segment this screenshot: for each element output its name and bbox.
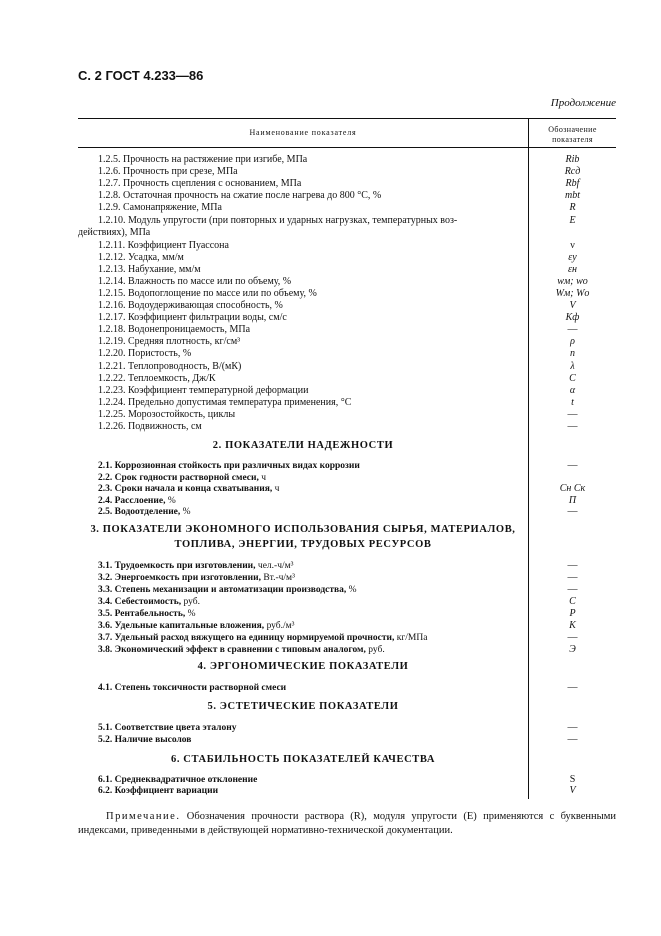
table-row xyxy=(78,483,616,495)
indicator-name xyxy=(98,785,524,797)
indicator-unit: руб./м³ xyxy=(264,621,295,631)
indicator-label: 5.1. Соответствие цвета эталону xyxy=(98,723,237,733)
indicator-label: 1.2.23. Коэффициент температурной деформации xyxy=(98,384,309,396)
table-row xyxy=(78,409,616,421)
indicator-code: Э xyxy=(569,644,576,655)
indicator-unit: % xyxy=(180,507,191,517)
indicator-label: 1.2.20. Пористость, % xyxy=(98,348,192,360)
table-row xyxy=(78,682,616,694)
indicator-unit: ч xyxy=(258,472,267,483)
table-row xyxy=(78,495,616,507)
indicator-name xyxy=(98,495,524,507)
indicator-name xyxy=(98,584,524,596)
table-row xyxy=(78,385,616,397)
indicator-label: 1.2.9. Самонапряжение, МПа xyxy=(98,202,222,214)
indicator-code: — xyxy=(567,584,578,595)
indicator-code: εу xyxy=(568,251,577,263)
table-row xyxy=(78,178,616,190)
table-row xyxy=(78,288,616,300)
section-title-aesthetics: 5. ЭСТЕТИЧЕСКИЕ ПОКАЗАТЕЛИ xyxy=(207,701,399,712)
indicator-label: 1.2.13. Набухание, мм/м xyxy=(98,263,201,275)
indicator-name xyxy=(98,361,524,373)
indicator-code: α xyxy=(569,384,576,396)
table-row xyxy=(78,276,616,288)
indicator-name xyxy=(98,202,524,214)
indicator-name xyxy=(98,288,524,300)
column-header-code-line1: Обозначение xyxy=(548,125,597,134)
table-row xyxy=(78,166,616,178)
indicator-unit: чел.-ч/м³ xyxy=(255,561,294,571)
indicator-code: Кф xyxy=(565,312,580,324)
indicator-name xyxy=(98,324,524,336)
header-divider xyxy=(78,147,616,148)
table-row xyxy=(78,785,616,797)
indicator-name xyxy=(98,483,524,495)
table-row xyxy=(78,734,616,746)
indicator-label: 2.1. Коррозионная стойкость при различных видах коррозии xyxy=(98,461,360,471)
table-row xyxy=(78,596,616,608)
indicator-label: 1.2.21. Теплопроводность, В/(мК) xyxy=(98,360,242,372)
indicator-name xyxy=(98,166,524,178)
indicator-name xyxy=(98,734,524,746)
indicator-code: R xyxy=(569,202,576,214)
indicator-label: 1.2.7. Прочность сцепления с основанием, МПа xyxy=(98,178,302,190)
indicator-code: — xyxy=(567,572,578,583)
indicator-code: εн xyxy=(568,263,577,275)
indicator-label: 1.2.18. Водонепроницаемость, МПа xyxy=(98,324,251,336)
column-header-code-line2: показателя xyxy=(552,135,593,144)
section-title-economy-line1: 3. ПОКАЗАТЕЛИ ЭКОНОМНОГО ИСПОЛЬЗОВАНИЯ СЫРЬЯ, МАТЕРИАЛОВ, xyxy=(90,524,516,535)
indicator-name xyxy=(98,190,524,202)
indicator-name xyxy=(98,608,524,620)
indicator-label: 1.2.11. Коэффициент Пуассона xyxy=(98,239,229,251)
table-row-code xyxy=(78,215,616,227)
table-row xyxy=(78,190,616,202)
indicator-label: 1.2.8. Остаточная прочность на сжатие после нагрева до 800 °С, % xyxy=(98,190,382,202)
indicator-label: 1.2.14. Влажность по массе или по объему, % xyxy=(98,275,292,287)
indicator-name xyxy=(98,373,524,385)
indicator-label: 3.2. Энергоемкость при изготовлении, xyxy=(98,573,261,583)
indicator-unit: ч xyxy=(272,484,280,494)
indicator-name xyxy=(98,722,524,734)
indicator-code: mbt xyxy=(565,190,580,202)
indicator-label: 1.2.19. Средняя плотность, кг/см³ xyxy=(98,336,241,348)
indicator-code: — xyxy=(567,682,578,693)
table-row xyxy=(78,361,616,373)
table-row xyxy=(78,312,616,324)
indicator-label: 1.2.5. Прочность на растяжение при изгибе, МПа xyxy=(98,154,308,165)
table-row xyxy=(78,644,616,656)
indicator-code: — xyxy=(567,632,578,643)
table-row xyxy=(78,632,616,644)
section-title-ergonomics: 4. ЭРГОНОМИЧЕСКИЕ ПОКАЗАТЕЛИ xyxy=(197,661,409,672)
indicator-label: 6.2. Коэффициент вариации xyxy=(98,786,219,796)
indicator-code: — xyxy=(567,460,578,471)
indicator-name xyxy=(98,397,524,409)
indicator-code: — xyxy=(567,506,578,517)
table-row xyxy=(78,397,616,409)
footnote-lead: Примечание. xyxy=(106,811,181,822)
indicator-unit: кг/МПа xyxy=(394,633,428,643)
section-title-stability: 6. СТАБИЛЬНОСТЬ ПОКАЗАТЕЛЕЙ КАЧЕСТВА xyxy=(170,754,436,765)
indicator-label: 3.7. Удельный расход вяжущего на единицу нормируемой прочности, xyxy=(98,633,395,643)
indicator-name xyxy=(98,252,524,264)
indicator-unit: руб. xyxy=(181,597,200,607)
indicator-label: 3.3. Степень механизации и автоматизации производства, xyxy=(98,585,347,595)
indicator-label: 1.2.22. Теплоемкость, Дж/К xyxy=(98,372,216,384)
indicator-name xyxy=(98,300,524,312)
table-row xyxy=(78,608,616,620)
table-row xyxy=(78,373,616,385)
page-header: С. 2 ГОСТ 4.233—86 xyxy=(78,68,204,83)
indicator-label: 5.2. Наличие высолов xyxy=(98,735,192,745)
indicator-label: 1.2.12. Усадка, мм/м xyxy=(98,251,184,263)
indicator-label-line2: действиях), МПа xyxy=(78,226,151,238)
indicator-code: K xyxy=(569,620,576,631)
indicator-code: C xyxy=(569,596,576,607)
table-row xyxy=(78,560,616,572)
table-row xyxy=(78,252,616,264)
indicator-name xyxy=(98,276,524,288)
indicator-code: Сн Ск xyxy=(559,483,586,494)
indicator-name xyxy=(98,620,524,632)
table-row xyxy=(78,348,616,360)
indicator-label: 2.5. Водоотделение, xyxy=(98,507,181,517)
indicator-name xyxy=(98,506,524,518)
indicator-name xyxy=(98,460,524,472)
indicator-code: Rib xyxy=(565,154,580,165)
indicator-name xyxy=(98,385,524,397)
indicator-code: Rсд xyxy=(564,166,581,178)
indicator-code: λ xyxy=(570,360,575,372)
indicator-name xyxy=(98,472,524,484)
indicator-code: — xyxy=(567,421,578,432)
indicator-code: wм; wо xyxy=(557,275,588,287)
indicator-name xyxy=(98,682,524,694)
indicator-label: 1.2.26. Подвижность, см xyxy=(98,421,202,432)
indicator-label: 3.8. Экономический эффект в сравнении с типовым аналогом, xyxy=(98,645,366,655)
table-row xyxy=(78,240,616,252)
indicator-code: S xyxy=(569,774,576,785)
indicator-label: 2.2. Срок годности растворной смеси, xyxy=(98,472,259,483)
indicator-label: 1.2.17. Коэффициент фильтрации воды, см/с xyxy=(98,312,287,324)
indicator-name xyxy=(98,560,524,572)
indicator-name xyxy=(98,421,524,433)
table-row xyxy=(78,572,616,584)
continuation-label: Продолжение xyxy=(550,97,616,109)
indicator-label: 3.6. Удельные капитальные вложения, xyxy=(98,621,265,631)
indicator-code: V xyxy=(569,785,576,796)
table-row xyxy=(78,300,616,312)
indicator-label: 1.2.6. Прочность при срезе, МПа xyxy=(98,166,238,178)
indicator-name xyxy=(98,644,524,656)
indicator-label: 1.2.16. Водоудерживающая способность, % xyxy=(98,300,283,311)
footnote xyxy=(78,810,616,838)
indicator-name xyxy=(98,312,524,324)
indicator-unit: руб. xyxy=(365,645,385,655)
indicator-unit: % xyxy=(165,495,176,506)
table-row xyxy=(78,472,616,484)
column-header-name: Наименование показателя xyxy=(249,128,357,137)
indicator-code: V xyxy=(569,300,576,311)
indicator-name xyxy=(98,596,524,608)
indicator-name xyxy=(98,336,524,348)
indicator-code: C xyxy=(569,372,576,384)
indicator-code: E xyxy=(569,214,576,226)
table-row xyxy=(78,264,616,276)
indicator-label: 3.1. Трудоемкость при изготовлении, xyxy=(98,561,256,571)
indicator-label: 3.4. Себестоимость, xyxy=(98,597,182,607)
indicator-name xyxy=(98,240,524,252)
indicator-code: — xyxy=(567,324,578,336)
indicator-label: 4.1. Степень токсичности растворной смеси xyxy=(98,683,287,693)
table-row xyxy=(78,584,616,596)
indicator-code: — xyxy=(567,722,578,733)
indicator-name xyxy=(98,264,524,276)
indicator-label: 3.5. Рентабельность, xyxy=(98,609,186,619)
indicator-code: n xyxy=(570,348,575,360)
table-row xyxy=(78,620,616,632)
indicator-code: Rbf xyxy=(565,178,580,190)
table-row xyxy=(78,336,616,348)
column-header-code xyxy=(529,125,616,145)
indicator-unit: Вт.-ч/м³ xyxy=(260,573,295,583)
indicator-name xyxy=(98,572,524,584)
indicator-code: P xyxy=(569,608,576,619)
table-row xyxy=(78,722,616,734)
table-row xyxy=(78,154,616,166)
indicator-code: — xyxy=(567,408,578,420)
section-title-reliability: 2. ПОКАЗАТЕЛИ НАДЕЖНОСТИ xyxy=(212,440,394,451)
footnote-text: Обозначения прочности раствора (R), модуля упругости (E) применяются с буквенными индексами, приведенными в действующей нормативно-технической документации. xyxy=(78,811,616,836)
section-title-economy-line2: ТОПЛИВА, ЭНЕРГИИ, ТРУДОВЫХ РЕСУРСОВ xyxy=(174,539,432,550)
indicator-label: 1.2.24. Предельно допустимая температура применения, °С xyxy=(98,396,352,408)
indicator-code: ρ xyxy=(570,336,575,348)
indicator-label: 2.4. Расслоение, xyxy=(98,495,166,506)
indicator-name xyxy=(98,409,524,421)
indicator-code: — xyxy=(567,734,578,745)
indicator-code: ν xyxy=(570,239,575,251)
indicator-label: 2.3. Сроки начала и конца схватывания, xyxy=(98,484,273,494)
table-row xyxy=(78,506,616,518)
indicator-label: 1.2.15. Водопоглощение по массе или по объему, % xyxy=(98,287,317,299)
indicator-unit: % xyxy=(185,609,196,619)
indicator-label-line1: 1.2.10. Модуль упругости (при повторных и ударных нагрузках, температурных воз- xyxy=(98,214,458,226)
indicator-code: Wм; Wо xyxy=(555,287,590,299)
indicators-table xyxy=(78,118,616,799)
indicator-name xyxy=(98,154,524,166)
indicator-unit: % xyxy=(346,585,357,595)
table-row xyxy=(78,421,616,433)
indicator-code: П xyxy=(568,494,577,506)
indicator-code: t xyxy=(571,396,574,408)
indicator-name xyxy=(98,178,524,190)
indicator-label: 1.2.25. Морозостойкость, циклы xyxy=(98,408,236,420)
table-row xyxy=(78,202,616,214)
table-row xyxy=(78,324,616,336)
indicator-label: 6.1. Среднеквадратичное отклонение xyxy=(98,775,258,785)
indicator-name xyxy=(98,632,524,644)
indicator-code: — xyxy=(567,560,578,571)
table-row xyxy=(78,460,616,472)
indicator-name xyxy=(98,348,524,360)
